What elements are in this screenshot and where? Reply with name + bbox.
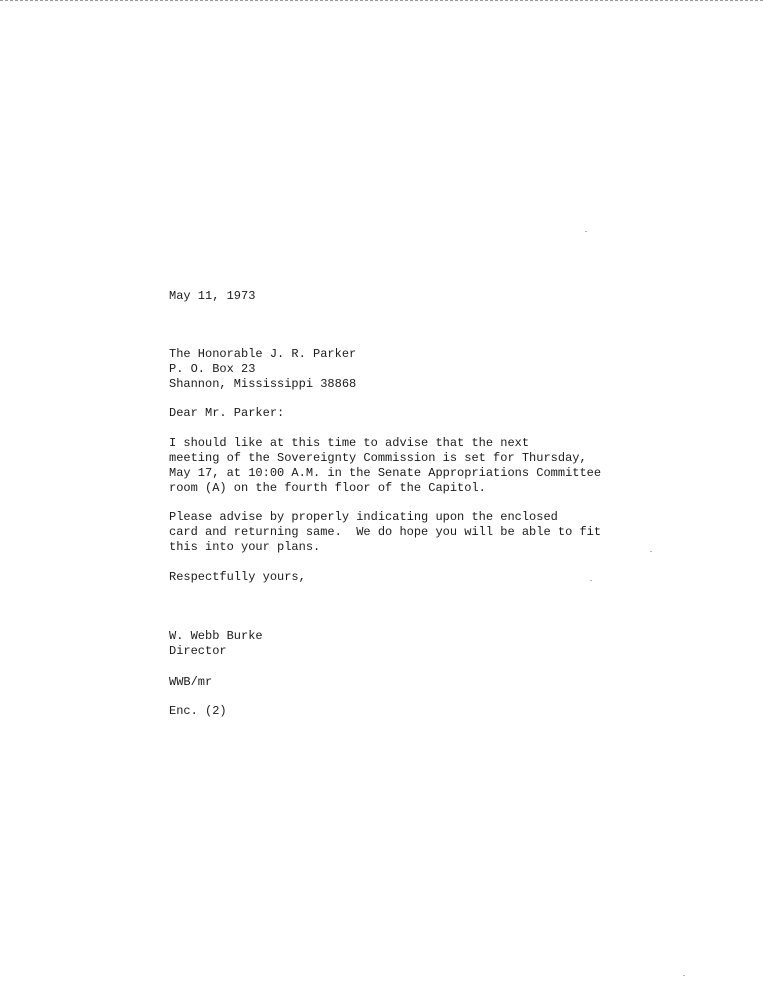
reference-initials (169, 675, 212, 690)
scan-speck (683, 975, 685, 976)
initials-text: WWB/mr (169, 675, 213, 689)
body-paragraph-2 (169, 510, 601, 555)
salutation-text: Dear Mr. Parker: (169, 406, 285, 420)
recipient-address (169, 347, 356, 392)
recipient-city: Shannon, Mississippi 38868 (169, 377, 357, 391)
paragraph-line: room (A) on the fourth floor of the Capitol. (169, 481, 486, 495)
letter-date (169, 289, 255, 304)
paragraph-line: Please advise by properly indicating upon the enclosed (169, 510, 558, 524)
paragraph-line: May 17, at 10:00 A.M. in the Senate Appropriations Committee (169, 466, 602, 480)
recipient-name: The Honorable J. R. Parker (169, 347, 357, 361)
body-paragraph-1 (169, 436, 601, 496)
closing-text: Respectfully yours, (169, 570, 306, 584)
scan-speck (590, 580, 592, 581)
signer-name: W. Webb Burke (169, 629, 263, 643)
signer-title: Director (169, 644, 227, 658)
page-top-edge (0, 0, 763, 1)
enclosure-text: Enc. (2) (169, 704, 227, 718)
complimentary-close (169, 570, 306, 585)
signature-block (169, 629, 263, 659)
paragraph-line: I should like at this time to advise that the next (169, 436, 530, 450)
date-line: May 11, 1973 (169, 289, 256, 303)
paragraph-line: this into your plans. (169, 540, 321, 554)
paragraph-line: card and returning same. We do hope you will be able to fit (169, 525, 602, 539)
salutation (169, 406, 284, 421)
recipient-po-box: P. O. Box 23 (169, 362, 256, 376)
paragraph-line: meeting of the Sovereignty Commission is set for Thursday, (169, 451, 587, 465)
scan-speck (585, 231, 587, 232)
enclosure-notation (169, 704, 227, 719)
scan-speck (650, 551, 652, 552)
